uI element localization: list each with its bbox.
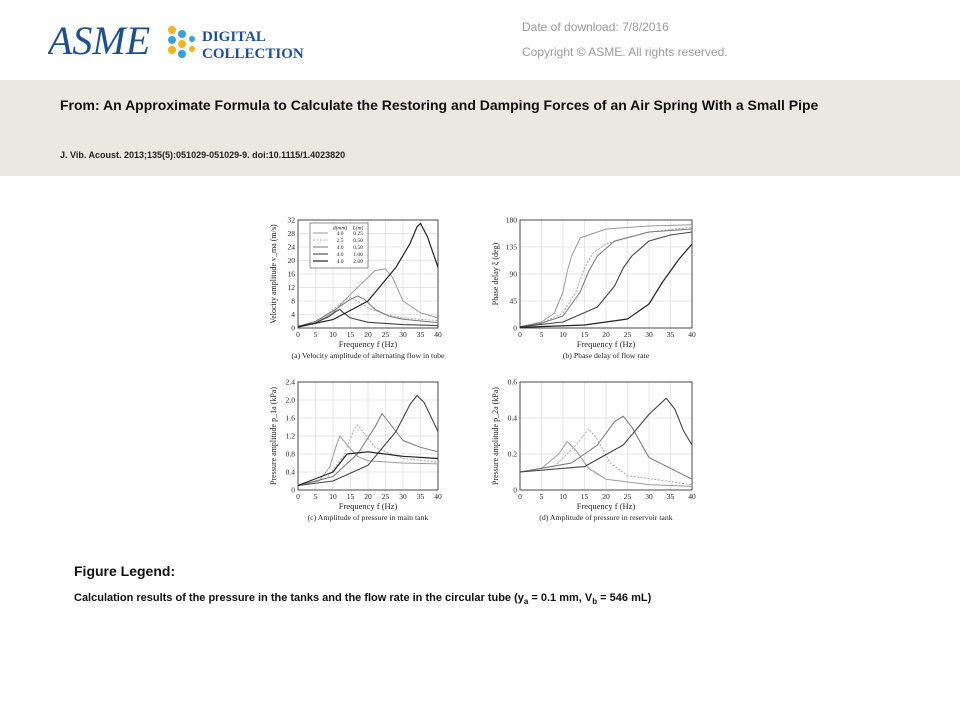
x-tick-label: 15 — [580, 330, 589, 339]
x-tick-label: 40 — [688, 492, 696, 501]
x-tick-label: 0 — [518, 330, 522, 339]
x-tick-label: 40 — [688, 330, 696, 339]
x-tick-label: 35 — [666, 330, 675, 339]
legend-entry-d: 4.0 — [336, 245, 344, 251]
y-axis-label: Velocity amplitude v_ma (m/s) — [269, 224, 278, 324]
x-axis-label: Frequency f (Hz) — [338, 339, 398, 349]
x-tick-label: 10 — [329, 330, 337, 339]
y-tick-label: 2.0 — [285, 395, 295, 405]
article-citation: J. Vib. Acoust. 2013;135(5):051029-051029-9. doi:10.1115/1.4023820 — [60, 150, 346, 160]
legend-entry-l: 2.00 — [353, 259, 363, 265]
x-tick-label: 5 — [313, 330, 318, 339]
panel-caption: (a) Velocity amplitude of alternating flow in tube — [291, 351, 445, 360]
logo-text: ASME — [48, 18, 151, 63]
x-tick-label: 15 — [346, 492, 355, 501]
x-tick-label: 40 — [434, 330, 442, 339]
y-tick-label: 0 — [513, 485, 517, 495]
x-tick-label: 25 — [623, 492, 632, 501]
x-tick-label: 20 — [364, 330, 372, 339]
y-tick-label: 20 — [287, 256, 295, 265]
x-tick-label: 15 — [580, 492, 589, 501]
y-tick-label: 0.6 — [507, 377, 517, 387]
logo-dots-icon — [168, 26, 195, 58]
x-tick-label: 30 — [645, 330, 653, 339]
legend-entry-l: 0.50 — [353, 245, 363, 251]
y-tick-label: 0 — [513, 323, 517, 333]
chart-panel-3 — [269, 378, 442, 523]
y-tick-label: 12 — [287, 283, 295, 292]
x-axis-label: Frequency f (Hz) — [576, 501, 636, 511]
x-tick-label: 30 — [645, 492, 653, 501]
x-tick-label: 35 — [666, 492, 675, 501]
legend-header-d: d(mm) — [332, 225, 348, 232]
y-tick-label: 0 — [291, 323, 295, 333]
x-tick-label: 5 — [539, 492, 544, 501]
x-tick-label: 5 — [313, 492, 318, 501]
x-tick-label: 25 — [381, 492, 390, 501]
x-tick-label: 20 — [364, 492, 372, 501]
y-tick-label: 1.2 — [285, 431, 295, 441]
figure-legend-text: Calculation results of the pressure in the tanks and the flow rate in the circular tube ($y_a = 0.1$ mm, $V_b = 546$ mL) — [74, 592, 652, 607]
y-tick-label: 2.4 — [285, 377, 295, 387]
y-tick-label: 1.6 — [285, 413, 295, 423]
y-axis-label: Pressure amplitude p_1a (kPa) — [269, 387, 278, 485]
y-tick-label: 4 — [291, 310, 295, 319]
legend-entry-l: 0.25 — [353, 231, 363, 237]
logo-subtitle-digital: DIGITAL — [202, 29, 266, 45]
download-date: Date of download: 7/8/2016 — [522, 20, 669, 34]
x-tick-label: 10 — [559, 492, 567, 501]
y-tick-label: 0.4 — [285, 467, 295, 477]
legend-entry-d: 2.5 — [336, 238, 344, 244]
chart-panel-1 — [269, 216, 445, 361]
x-tick-label: 10 — [329, 492, 337, 501]
header — [0, 0, 960, 80]
y-tick-label: 16 — [287, 269, 295, 279]
logo-subtitle-collection: COLLECTION — [202, 46, 304, 62]
x-tick-label: 30 — [399, 330, 407, 339]
y-tick-label: 28 — [287, 229, 295, 238]
y-tick-label: 32 — [287, 215, 295, 225]
chart-panel-4 — [491, 378, 696, 523]
x-tick-label: 5 — [539, 330, 544, 339]
figure — [258, 210, 704, 530]
copyright: Copyright © ASME. All rights reserved. — [522, 45, 728, 59]
y-tick-label: 135 — [505, 242, 517, 252]
x-tick-label: 35 — [416, 330, 425, 339]
figure-legend-title: Figure Legend: — [74, 563, 176, 579]
legend-header-l: L(m) — [352, 225, 364, 232]
x-tick-label: 25 — [623, 330, 632, 339]
y-axis-label: Pressure amplitude p_2a (kPa) — [491, 387, 500, 485]
x-tick-label: 15 — [346, 330, 355, 339]
article-title: From: An Approximate Formula to Calculate the Restoring and Damping Forces of an Air Spring With a Small Pipe — [60, 97, 819, 113]
y-tick-label: 180 — [505, 215, 517, 225]
x-tick-label: 0 — [518, 492, 522, 501]
asme-logo[interactable] — [48, 10, 328, 70]
legend-entry-d: 4.0 — [336, 231, 344, 237]
y-tick-label: 8 — [291, 296, 295, 306]
article-info-band — [0, 80, 960, 176]
y-tick-label: 0.2 — [507, 449, 517, 459]
legend-entry-d: 4.0 — [336, 252, 344, 258]
y-tick-label: 45 — [509, 296, 517, 306]
y-tick-label: 0 — [291, 485, 295, 495]
x-tick-label: 20 — [602, 492, 610, 501]
panel-caption: (c) Amplitude of pressure in main tank — [307, 513, 429, 522]
x-tick-label: 10 — [559, 330, 567, 339]
x-tick-label: 30 — [399, 492, 407, 501]
y-tick-label: 24 — [287, 242, 295, 252]
x-tick-label: 0 — [296, 492, 300, 501]
panel-caption: (d) Amplitude of pressure in reservoir tank — [539, 513, 673, 522]
x-tick-label: 35 — [416, 492, 425, 501]
y-tick-label: 0.8 — [285, 449, 295, 459]
legend-entry-l: 1.00 — [353, 252, 363, 258]
x-tick-label: 40 — [434, 492, 442, 501]
legend-entry-d: 4.0 — [336, 259, 344, 265]
x-tick-label: 0 — [296, 330, 300, 339]
y-tick-label: 0.4 — [507, 413, 517, 423]
y-tick-label: 90 — [509, 269, 517, 279]
panel-caption: (b) Phase delay of flow rate — [562, 351, 650, 360]
x-axis-label: Frequency f (Hz) — [338, 501, 398, 511]
x-tick-label: 20 — [602, 330, 610, 339]
legend-entry-l: 0.50 — [353, 238, 363, 244]
x-tick-label: 25 — [381, 330, 390, 339]
y-axis-label: Phase delay ξ (deg) — [491, 242, 500, 306]
chart-panel-2 — [491, 216, 696, 361]
x-axis-label: Frequency f (Hz) — [576, 339, 636, 349]
